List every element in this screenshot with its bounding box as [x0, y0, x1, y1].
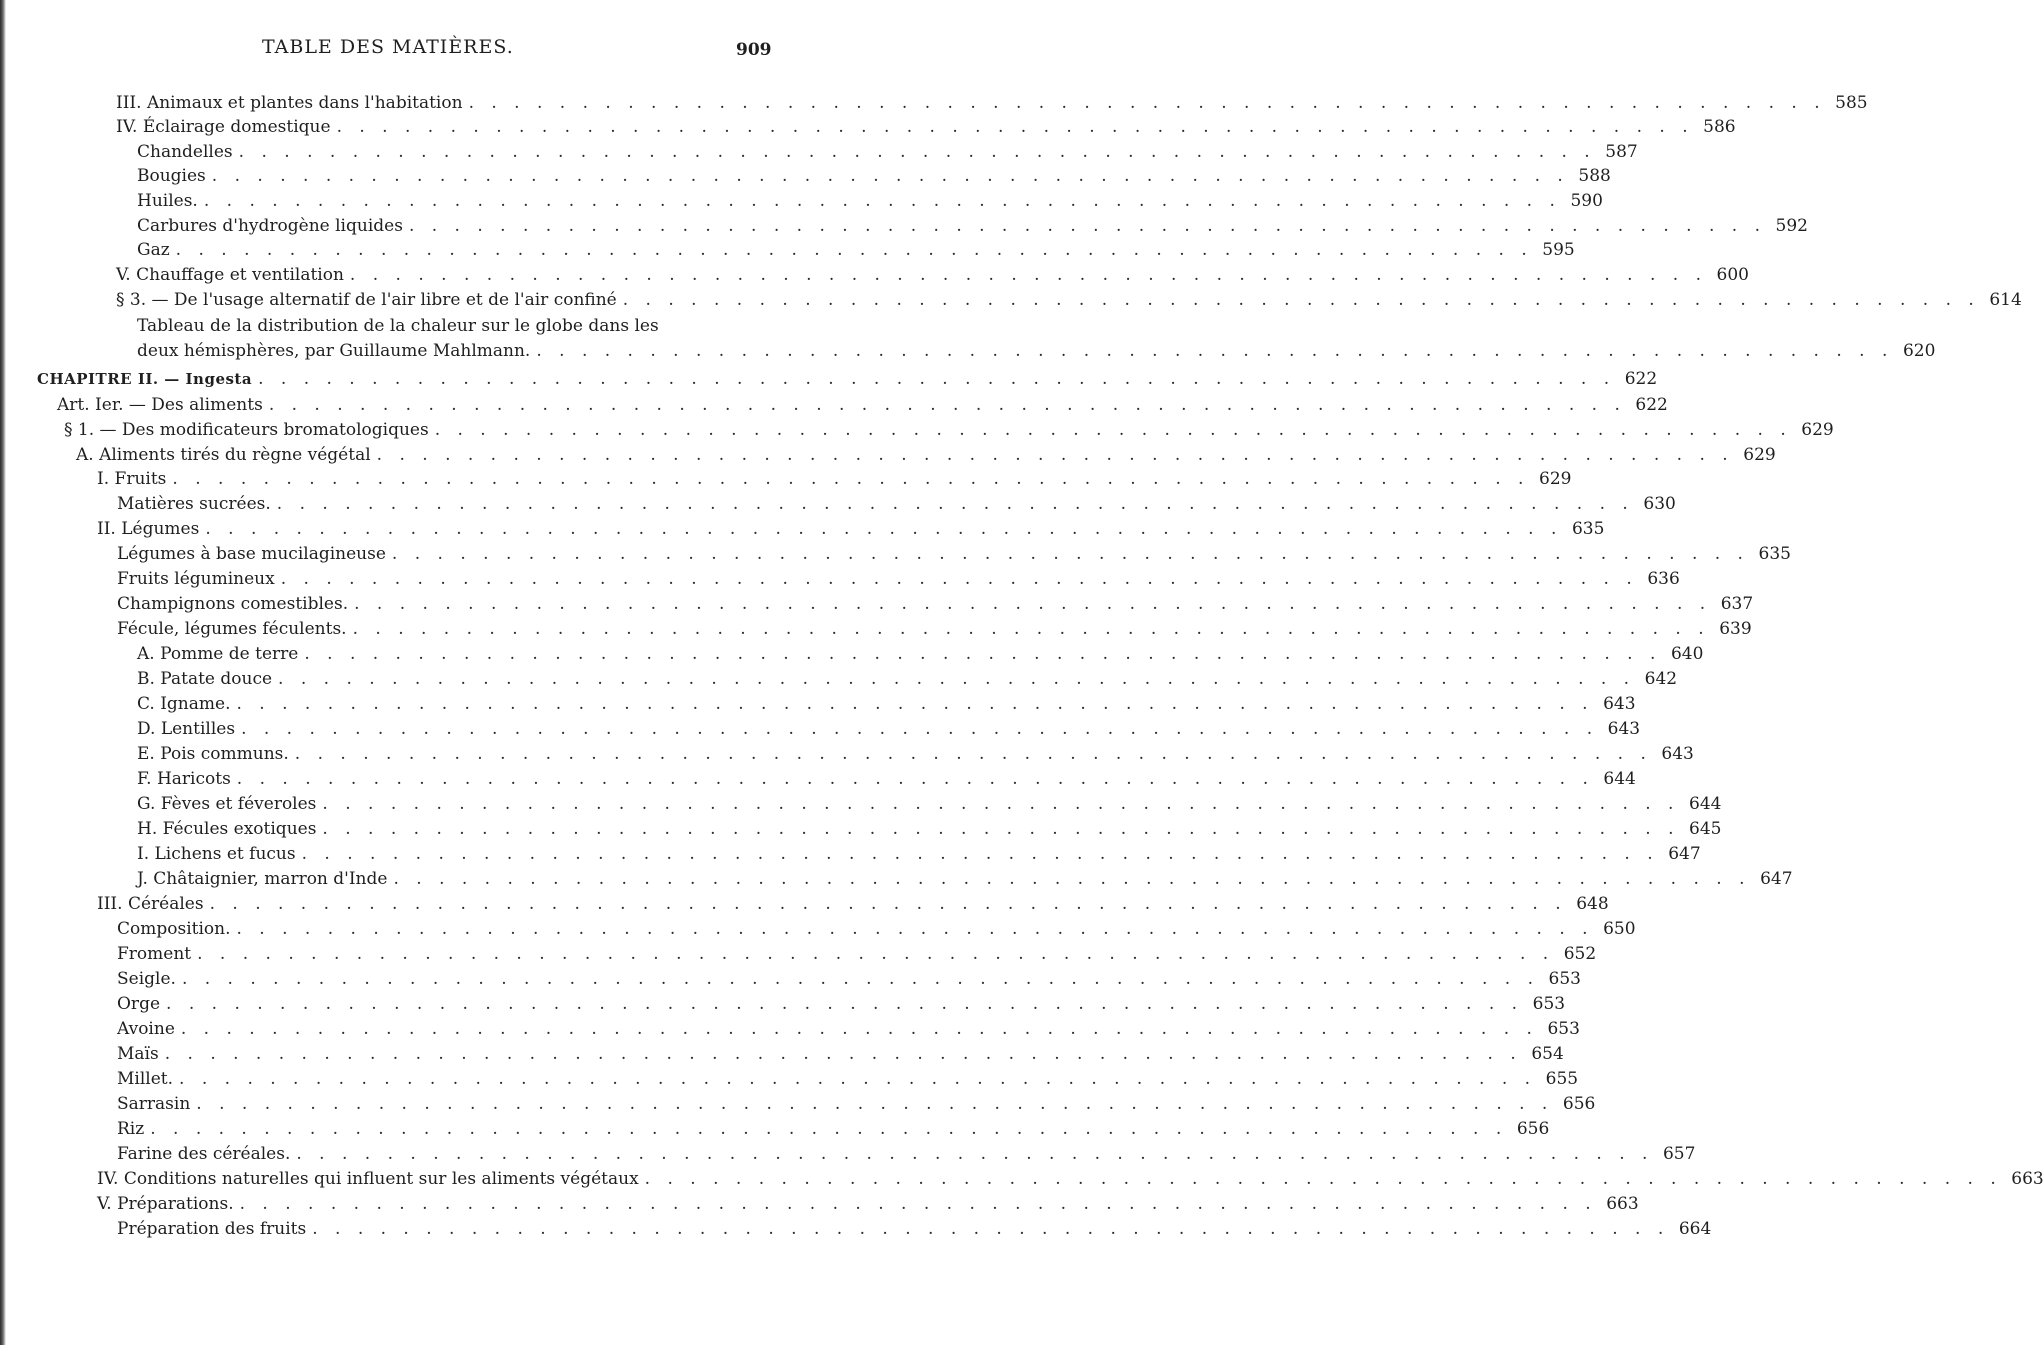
toc-entry: [137, 791, 1722, 817]
dot-leader: . . . . . . . . . . . . . . . . . . . . . . . . . . . . . . . . . . . . . . . . . . . . . . . . . . . . . . . . . . . .: [258, 369, 1616, 389]
toc-entry-text: Sarrasin: [117, 1094, 191, 1114]
toc-page-number: 635: [1758, 544, 1791, 564]
toc-entry-text: Millet.: [117, 1069, 174, 1089]
toc-entry: [137, 716, 1641, 742]
toc-entry-text: Farine des céréales.: [117, 1144, 291, 1164]
running-header: [0, 36, 801, 76]
toc-entry-text: Tableau de la distribution de la chaleur sur le globe dans les: [137, 316, 659, 336]
dot-leader: . . . . . . . . . . . . . . . . . . . . . . . . . . . . . . . . . . . . . . . . . . . . . . . . . . . . . . . . . . . .: [236, 919, 1594, 939]
toc-entry: [137, 691, 1636, 717]
toc-page-number: 622: [1624, 369, 1658, 389]
dot-leader: . . . . . . . . . . . . . . . . . . . . . . . . . . . . . . . . . . . . . . . . . . . . . . . . . . . . . . . . . . . .: [536, 341, 1894, 361]
toc-entry-text: Chandelles: [137, 142, 233, 162]
toc-entry: [137, 237, 1575, 263]
toc-entry: [97, 1166, 2044, 1192]
toc-page-number: 585: [1835, 93, 1868, 113]
toc-page-number: 654: [1531, 1044, 1564, 1064]
toc-entry-text: A. Pomme de terre: [137, 644, 299, 664]
toc-entry-text: D. Lentilles: [137, 719, 236, 739]
toc-entry: [97, 466, 1572, 492]
toc-entry-text: Gaz: [137, 240, 170, 260]
dot-leader: . . . . . . . . . . . . . . . . . . . . . . . . . . . . . . . . . . . . . . . . . . . . . . . . . . . . . . . . . . . .: [322, 819, 1680, 839]
toc-entry-text: Préparation des fruits: [117, 1219, 307, 1239]
toc-entry-text: G. Fèves et féveroles: [137, 794, 317, 814]
dot-leader: . . . . . . . . . . . . . . . . . . . . . . . . . . . . . . . . . . . . . . . . . . . . . . . . . . . . . . . . . . . .: [296, 1144, 1654, 1164]
toc-entry: [117, 616, 1752, 642]
toc-entry: [117, 1141, 1696, 1167]
toc-entry-text: [37, 366, 258, 392]
toc-page-number: 663: [1606, 1194, 1639, 1214]
toc-entry-text: § 3. — De l'usage alternatif de l'air libre et de l'air confiné: [116, 290, 617, 310]
toc-entry-text: Maïs: [117, 1044, 159, 1064]
toc-entry-text: Champignons comestibles.: [117, 594, 349, 614]
toc-entry-text: F. Haricots: [137, 769, 231, 789]
toc-entry: [116, 262, 1749, 288]
toc-entry-text: Bougies: [137, 166, 206, 186]
toc-page-number: 647: [1668, 844, 1701, 864]
toc-entry-text: III. Animaux et plantes dans l'habitation: [116, 93, 463, 113]
toc-page-number: 644: [1689, 794, 1722, 814]
toc-entry: [117, 1216, 1712, 1242]
dot-leader: . . . . . . . . . . . . . . . . . . . . . . . . . . . . . . . . . . . . . . . . . . . . . . . . . . . . . . . . . . . .: [276, 494, 1634, 514]
dot-leader: . . . . . . . . . . . . . . . . . . . . . . . . . . . . . . . . . . . . . . . . . . . . . . . . . . . . . . . . . . . .: [622, 290, 1980, 310]
dot-leader: . . . . . . . . . . . . . . . . . . . . . . . . . . . . . . . . . . . . . . . . . . . . . . . . . . . . . . . . . . . .: [468, 93, 1826, 113]
toc-entry: [117, 1116, 1550, 1142]
toc-page-number: 590: [1570, 191, 1603, 211]
dot-leader: . . . . . . . . . . . . . . . . . . . . . . . . . . . . . . . . . . . . . . . . . . . . . . . . . . . . . . . . . . . .: [172, 469, 1530, 489]
toc-page-number: 629: [1539, 469, 1572, 489]
toc-entry-text: Riz: [117, 1119, 145, 1139]
dot-leader: . . . . . . . . . . . . . . . . . . . . . . . . . . . . . . . . . . . . . . . . . . . . . . . . . . . . . . . . . . . .: [376, 445, 1734, 465]
toc-page-number: 657: [1662, 1144, 1696, 1164]
toc-entry: [117, 1091, 1596, 1117]
dot-leader: . . . . . . . . . . . . . . . . . . . . . . . . . . . . . . . . . . . . . . . . . . . . . . . . . . . . . . . . . . . .: [205, 519, 1563, 539]
toc-entry: [117, 541, 1791, 567]
toc-entry-text: J. Châtaignier, marron d'Inde: [137, 869, 388, 889]
dot-leader: . . . . . . . . . . . . . . . . . . . . . . . . . . . . . . . . . . . . . . . . . . . . . . . . . . . . . . . . . . . .: [180, 1019, 1538, 1039]
toc-entry-text: I. Lichens et fucus: [137, 844, 296, 864]
toc-page-number: 600: [1716, 265, 1749, 285]
chapter-title: CHAPITRE II. — Ingesta: [37, 370, 253, 388]
toc-entry: [137, 866, 1793, 892]
toc-entry: [137, 338, 1936, 364]
toc-entry: [137, 641, 1704, 667]
toc-page-number: 586: [1703, 117, 1736, 137]
toc-entry: [97, 1191, 1639, 1217]
toc-page-number: 644: [1603, 769, 1636, 789]
dot-leader: . . . . . . . . . . . . . . . . . . . . . . . . . . . . . . . . . . . . . . . . . . . . . . . . . . . . . . . . . . . .: [197, 944, 1555, 964]
toc-entry: [97, 516, 1605, 542]
dot-leader: . . . . . . . . . . . . . . . . . . . . . . . . . . . . . . . . . . . . . . . . . . . . . . . . . . . . . . . . . . . .: [268, 395, 1626, 415]
dot-leader: . . . . . . . . . . . . . . . . . . . . . . . . . . . . . . . . . . . . . . . . . . . . . . . . . . . . . . . . . . . .: [203, 191, 1561, 211]
toc-entry-text: Seigle.: [117, 969, 176, 989]
toc-entry: [117, 1016, 1580, 1042]
toc-entry-text: Matières sucrées.: [117, 494, 271, 514]
toc-page-number: 652: [1563, 944, 1597, 964]
toc-page-number: 643: [1607, 719, 1641, 739]
toc-page-number: 642: [1644, 669, 1678, 689]
toc-page-number: 635: [1571, 519, 1605, 539]
toc-entry-text: IV. Éclairage domestique: [116, 117, 331, 137]
toc-entry: [117, 591, 1754, 617]
toc-entry-text: Composition.: [117, 919, 231, 939]
toc-page-number: 587: [1605, 142, 1638, 162]
toc-entry: [137, 841, 1701, 867]
dot-leader: . . . . . . . . . . . . . . . . . . . . . . . . . . . . . . . . . . . . . . . . . . . . . . . . . . . . . . . . . . . .: [179, 1069, 1537, 1089]
dot-leader: . . . . . . . . . . . . . . . . . . . . . . . . . . . . . . . . . . . . . . . . . . . . . . . . . . . . . . . . . . . .: [408, 216, 1766, 236]
toc-entry: [116, 90, 1868, 116]
dot-leader: . . . . . . . . . . . . . . . . . . . . . . . . . . . . . . . . . . . . . . . . . . . . . . . . . . . . . . . . . . . .: [301, 844, 1659, 864]
running-title: TABLE DES MATIÈRES.: [262, 36, 514, 58]
toc-entry-text: E. Pois communs.: [137, 744, 289, 764]
dot-leader: . . . . . . . . . . . . . . . . . . . . . . . . . . . . . . . . . . . . . . . . . . . . . . . . . . . . . . . . . . . .: [354, 594, 1712, 614]
toc-entry: [117, 916, 1636, 942]
dot-leader: . . . . . . . . . . . . . . . . . . . . . . . . . . . . . . . . . . . . . . . . . . . . . . . . . . . . . . . . . . . .: [236, 694, 1594, 714]
toc-page-number: 636: [1647, 569, 1680, 589]
dot-leader: . . . . . . . . . . . . . . . . . . . . . . . . . . . . . . . . . . . . . . . . . . . . . . . . . . . . . . . . . . . .: [391, 544, 1749, 564]
dot-leader: . . . . . . . . . . . . . . . . . . . . . . . . . . . . . . . . . . . . . . . . . . . . . . . . . . . . . . . . . . . .: [278, 669, 1636, 689]
dot-leader: . . . . . . . . . . . . . . . . . . . . . . . . . . . . . . . . . . . . . . . . . . . . . . . . . . . . . . . . . . . .: [294, 744, 1652, 764]
toc-entry: [64, 417, 1834, 443]
toc-entry-text: Art. Ier. — Des aliments: [57, 395, 263, 415]
toc-entry-text: Froment: [117, 944, 192, 964]
dot-leader: . . . . . . . . . . . . . . . . . . . . . . . . . . . . . . . . . . . . . . . . . . . . . . . . . . . . . . . . . . . .: [209, 894, 1567, 914]
toc-entry: [117, 1066, 1579, 1092]
dot-leader: . . . . . . . . . . . . . . . . . . . . . . . . . . . . . . . . . . . . . . . . . . . . . . . . . . . . . . . . . . . .: [211, 166, 1569, 186]
toc-page-number: 656: [1562, 1094, 1596, 1114]
toc-entry-continuation: [137, 313, 659, 339]
toc-page-number: 595: [1542, 240, 1575, 260]
dot-leader: . . . . . . . . . . . . . . . . . . . . . . . . . . . . . . . . . . . . . . . . . . . . . . . . . . . . . . . . . . . .: [349, 265, 1707, 285]
dot-leader: . . . . . . . . . . . . . . . . . . . . . . . . . . . . . . . . . . . . . . . . . . . . . . . . . . . . . . . . . . . .: [393, 869, 1751, 889]
dot-leader: . . . . . . . . . . . . . . . . . . . . . . . . . . . . . . . . . . . . . . . . . . . . . . . . . . . . . . . . . . . .: [175, 240, 1533, 260]
toc-entry: [137, 188, 1603, 214]
toc-page-number: 647: [1760, 869, 1793, 889]
toc-entry: [116, 287, 2022, 313]
toc-entry: [137, 766, 1636, 792]
toc-page-number: 653: [1547, 1019, 1580, 1039]
toc-page-number: 637: [1720, 594, 1754, 614]
dot-leader: . . . . . . . . . . . . . . . . . . . . . . . . . . . . . . . . . . . . . . . . . . . . . . . . . . . . . . . . . . . .: [241, 719, 1599, 739]
toc-entry-text: I. Fruits: [97, 469, 167, 489]
toc-entry: [97, 891, 1609, 917]
toc-entry: [57, 392, 1668, 418]
toc-entry-text: B. Patate douce: [137, 669, 273, 689]
dot-leader: . . . . . . . . . . . . . . . . . . . . . . . . . . . . . . . . . . . . . . . . . . . . . . . . . . . . . . . . . . . .: [238, 142, 1596, 162]
dot-leader: . . . . . . . . . . . . . . . . . . . . . . . . . . . . . . . . . . . . . . . . . . . . . . . . . . . . . . . . . . . .: [336, 117, 1694, 137]
toc-entry: [137, 139, 1638, 165]
dot-leader: . . . . . . . . . . . . . . . . . . . . . . . . . . . . . . . . . . . . . . . . . . . . . . . . . . . . . . . . . . . .: [236, 769, 1594, 789]
toc-page-number: 630: [1643, 494, 1676, 514]
toc-entry: [76, 442, 1776, 468]
toc-page-number: 592: [1775, 216, 1808, 236]
dot-leader: . . . . . . . . . . . . . . . . . . . . . . . . . . . . . . . . . . . . . . . . . . . . . . . . . . . . . . . . . . . .: [312, 1219, 1670, 1239]
toc-page-number: 664: [1678, 1219, 1712, 1239]
toc-page-number: 663: [2011, 1169, 2044, 1189]
toc-entry-text: IV. Conditions naturelles qui influent sur les aliments végétaux: [97, 1169, 639, 1189]
toc-entry: [117, 491, 1676, 517]
toc-entry-text: V. Préparations.: [97, 1194, 234, 1214]
toc-entry: [137, 163, 1611, 189]
toc-entry: [137, 741, 1694, 767]
toc-entry: [137, 666, 1678, 692]
toc-page-number: 640: [1670, 644, 1704, 664]
toc-entry-text: C. Igname.: [137, 694, 231, 714]
toc-entry: [137, 213, 1808, 239]
toc-page-number: 656: [1516, 1119, 1550, 1139]
dot-leader: . . . . . . . . . . . . . . . . . . . . . . . . . . . . . . . . . . . . . . . . . . . . . . . . . . . . . . . . . . . .: [352, 619, 1710, 639]
toc-entry-text: H. Fécules exotiques: [137, 819, 317, 839]
toc-entry-text: § 1. — Des modificateurs bromatologiques: [64, 420, 429, 440]
toc-entry: [117, 941, 1597, 967]
toc-entry-text: Avoine: [117, 1019, 175, 1039]
toc-page-number: 622: [1635, 395, 1668, 415]
toc-page-number: 645: [1689, 819, 1722, 839]
page-number: 909: [736, 40, 772, 60]
page-edge: [0, 0, 6, 1345]
toc-page-number: 588: [1578, 166, 1611, 186]
toc-chapter-heading: [37, 366, 1658, 392]
toc-entry: [117, 566, 1680, 592]
toc-entry-text: V. Chauffage et ventilation: [116, 265, 344, 285]
toc-entry-text: deux hémisphères, par Guillaume Mahlmann.: [137, 341, 531, 361]
dot-leader: . . . . . . . . . . . . . . . . . . . . . . . . . . . . . . . . . . . . . . . . . . . . . . . . . . . . . . . . . . . .: [166, 994, 1524, 1014]
dot-leader: . . . . . . . . . . . . . . . . . . . . . . . . . . . . . . . . . . . . . . . . . . . . . . . . . . . . . . . . . . . .: [196, 1094, 1554, 1114]
dot-leader: . . . . . . . . . . . . . . . . . . . . . . . . . . . . . . . . . . . . . . . . . . . . . . . . . . . . . . . . . . . .: [434, 420, 1792, 440]
toc-entry-text: Fécule, légumes féculents.: [117, 619, 347, 639]
toc-page-number: 639: [1719, 619, 1752, 639]
dot-leader: . . . . . . . . . . . . . . . . . . . . . . . . . . . . . . . . . . . . . . . . . . . . . . . . . . . . . . . . . . . .: [644, 1169, 2002, 1189]
dot-leader: . . . . . . . . . . . . . . . . . . . . . . . . . . . . . . . . . . . . . . . . . . . . . . . . . . . . . . . . . . . .: [322, 794, 1680, 814]
toc-page-number: 653: [1532, 994, 1566, 1014]
toc-page-number: 653: [1548, 969, 1581, 989]
toc-page-number: 620: [1902, 341, 1936, 361]
dot-leader: . . . . . . . . . . . . . . . . . . . . . . . . . . . . . . . . . . . . . . . . . . . . . . . . . . . . . . . . . . . .: [181, 969, 1539, 989]
toc-entry: [137, 816, 1722, 842]
toc-page-number: 655: [1545, 1069, 1579, 1089]
toc-page-number: 614: [1989, 290, 2022, 310]
toc-page-number: 643: [1661, 744, 1694, 764]
toc-entry-text: Légumes à base mucilagineuse: [117, 544, 386, 564]
toc-entry-text: A. Aliments tirés du règne végétal: [76, 445, 371, 465]
toc-entry: [117, 966, 1581, 992]
toc-entry: [116, 114, 1736, 140]
toc-entry: [117, 1041, 1564, 1067]
toc-entry-text: Orge: [117, 994, 161, 1014]
dot-leader: . . . . . . . . . . . . . . . . . . . . . . . . . . . . . . . . . . . . . . . . . . . . . . . . . . . . . . . . . . . .: [304, 644, 1662, 664]
toc-entry-text: Carbures d'hydrogène liquides: [137, 216, 403, 236]
toc-page-number: 629: [1743, 445, 1776, 465]
toc-entry-text: Huiles.: [137, 191, 198, 211]
dot-leader: . . . . . . . . . . . . . . . . . . . . . . . . . . . . . . . . . . . . . . . . . . . . . . . . . . . . . . . . . . . .: [239, 1194, 1597, 1214]
dot-leader: . . . . . . . . . . . . . . . . . . . . . . . . . . . . . . . . . . . . . . . . . . . . . . . . . . . . . . . . . . . .: [164, 1044, 1522, 1064]
toc-entry-text: II. Légumes: [97, 519, 200, 539]
toc-page-number: 648: [1576, 894, 1609, 914]
dot-leader: . . . . . . . . . . . . . . . . . . . . . . . . . . . . . . . . . . . . . . . . . . . . . . . . . . . . . . . . . . . .: [280, 569, 1638, 589]
toc-page-number: 643: [1603, 694, 1636, 714]
toc-entry-text: Fruits légumineux: [117, 569, 275, 589]
toc-entry: [117, 991, 1566, 1017]
toc-page-number: 629: [1801, 420, 1834, 440]
dot-leader: . . . . . . . . . . . . . . . . . . . . . . . . . . . . . . . . . . . . . . . . . . . . . . . . . . . . . . . . . . . .: [150, 1119, 1508, 1139]
toc-page-number: 650: [1603, 919, 1636, 939]
toc-entry-text: III. Céréales: [97, 894, 204, 914]
